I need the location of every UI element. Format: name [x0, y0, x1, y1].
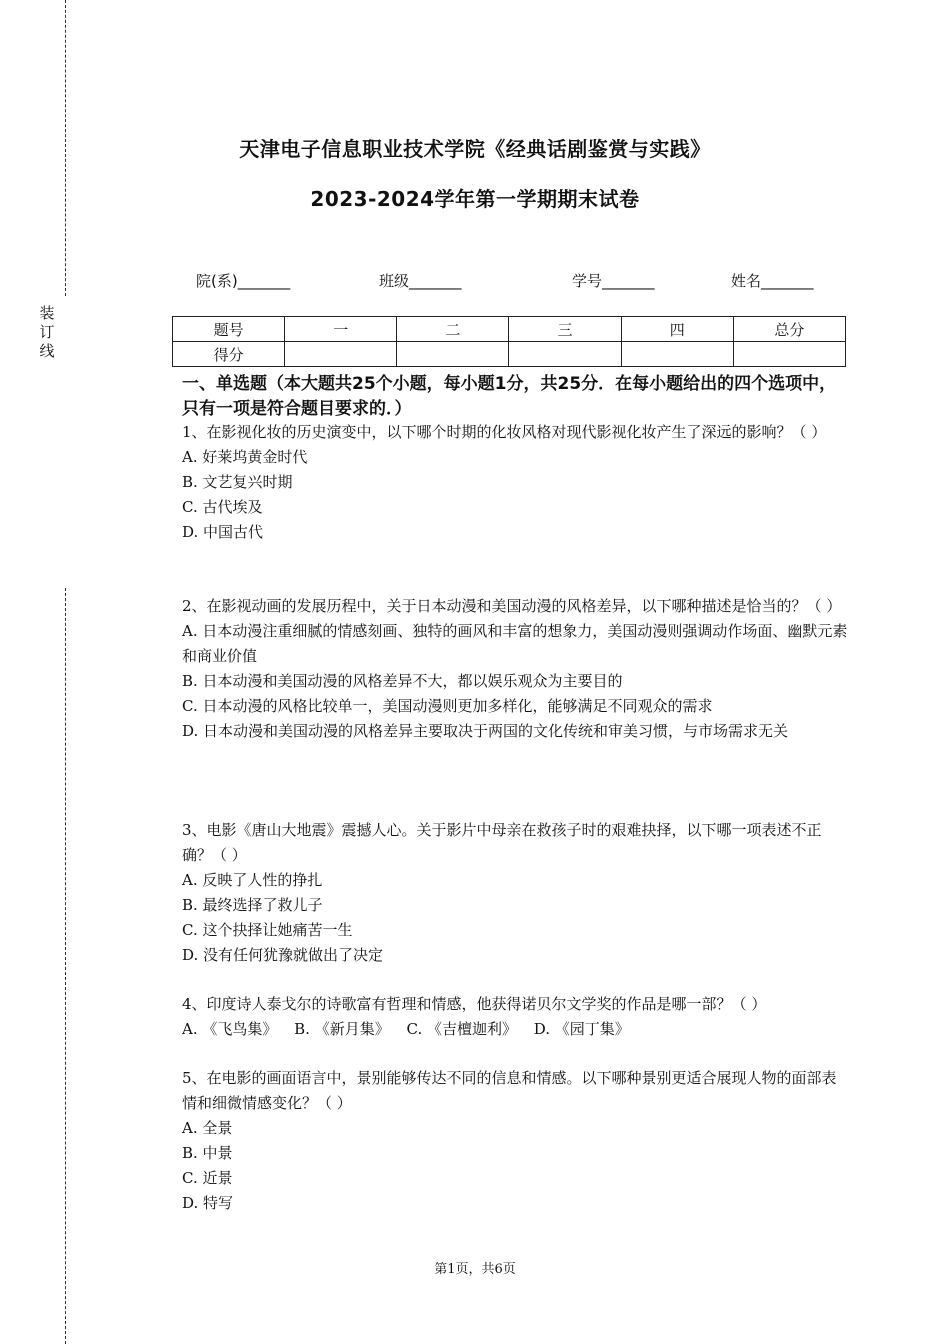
table-cell: 一 — [285, 317, 397, 342]
exam-subtitle: 2023-2024学年第一学期期末试卷 — [310, 187, 640, 211]
question-5 — [182, 1066, 850, 1216]
option: D. 《园丁集》 — [533, 1020, 630, 1038]
option: A. 日本动漫注重细腻的情感刻画、独特的画风和丰富的想象力，美国动漫则强调动作场面、幽默元素和商业价值 — [182, 622, 848, 665]
binding-char: 装 — [39, 304, 55, 322]
option: A. 《飞鸟集》 — [182, 1020, 278, 1038]
student-id-field: 学号_______ — [572, 272, 655, 290]
option: D. 中国古代 — [182, 523, 264, 541]
table-cell: 三 — [509, 317, 621, 342]
table-cell: 四 — [621, 317, 733, 342]
page-number: 第1页，共6页 — [434, 1262, 516, 1277]
option: C. 这个抉择让她痛苦一生 — [182, 921, 353, 939]
table-cell: 二 — [397, 317, 509, 342]
table-cell: 得分 — [173, 342, 285, 367]
option: B. 《新月集》 — [294, 1020, 390, 1038]
option: C. 近景 — [182, 1169, 233, 1187]
section-heading: 一、单选题（本大题共25个小题，每小题1分，共25分．在每小题给出的四个选项中，只有一项是符合题目要求的．） — [182, 374, 837, 419]
question-3 — [182, 818, 850, 968]
option: B. 中景 — [182, 1144, 233, 1162]
question-stem: 4、印度诗人泰戈尔的诗歌富有哲理和情感，他获得诺贝尔文学奖的作品是哪一部？（ ） — [182, 995, 767, 1013]
option: B. 最终选择了救儿子 — [182, 896, 323, 914]
question-1 — [182, 420, 850, 545]
option: B. 日本动漫和美国动漫的风格差异不大，都以娱乐观众为主要目的 — [182, 672, 623, 690]
option: B. 文艺复兴时期 — [182, 473, 293, 491]
score-table-header-row — [173, 317, 846, 342]
exam-title: 天津电子信息职业技术学院《经典话剧鉴赏与实践》 — [239, 137, 711, 161]
question-4 — [182, 992, 850, 1042]
score-table — [172, 316, 846, 367]
score-cell — [733, 342, 845, 367]
binding-char: 订 — [39, 323, 55, 341]
score-table-score-row — [173, 342, 846, 367]
question-2 — [182, 594, 850, 744]
option: A. 全景 — [182, 1119, 233, 1137]
score-cell — [509, 342, 621, 367]
option: C. 古代埃及 — [182, 498, 263, 516]
binding-line-bottom — [65, 588, 66, 1344]
option: C. 日本动漫的风格比较单一，美国动漫则更加多样化，能够满足不同观众的需求 — [182, 697, 713, 715]
option: A. 好莱坞黄金时代 — [182, 448, 308, 466]
binding-char: 线 — [39, 342, 55, 360]
question-stem: 3、电影《唐山大地震》震撼人心。关于影片中母亲在救孩子时的艰难抉择，以下哪一项表述不正确？（ ） — [182, 821, 822, 864]
score-cell — [397, 342, 509, 367]
binding-label — [38, 304, 56, 361]
score-cell — [285, 342, 397, 367]
option: D. 日本动漫和美国动漫的风格差异主要取决于两国的文化传统和审美习惯，与市场需求无关 — [182, 722, 789, 740]
option: D. 特写 — [182, 1194, 234, 1212]
table-cell: 题号 — [173, 317, 285, 342]
name-field: 姓名_______ — [731, 272, 814, 290]
option: D. 没有任何犹豫就做出了决定 — [182, 946, 384, 964]
option: C. 《吉檀迦利》 — [406, 1020, 517, 1038]
department-field: 院(系)_______ — [196, 272, 291, 290]
table-cell: 总分 — [733, 317, 845, 342]
option-row — [182, 1017, 850, 1042]
option: A. 反映了人性的挣扎 — [182, 871, 323, 889]
score-cell — [621, 342, 733, 367]
question-stem: 5、在电影的画面语言中，景别能够传达不同的信息和情感。以下哪种景别更适合展现人物的面部表情和细微情感变化？（ ） — [182, 1069, 837, 1112]
question-stem: 2、在影视动画的发展历程中，关于日本动漫和美国动漫的风格差异，以下哪种描述是恰当的？（ ） — [182, 597, 842, 615]
question-stem: 1、在影视化妆的历史演变中，以下哪个时期的化妆风格对现代影视化妆产生了深远的影响？（ ） — [182, 423, 827, 441]
class-field: 班级_______ — [379, 272, 462, 290]
